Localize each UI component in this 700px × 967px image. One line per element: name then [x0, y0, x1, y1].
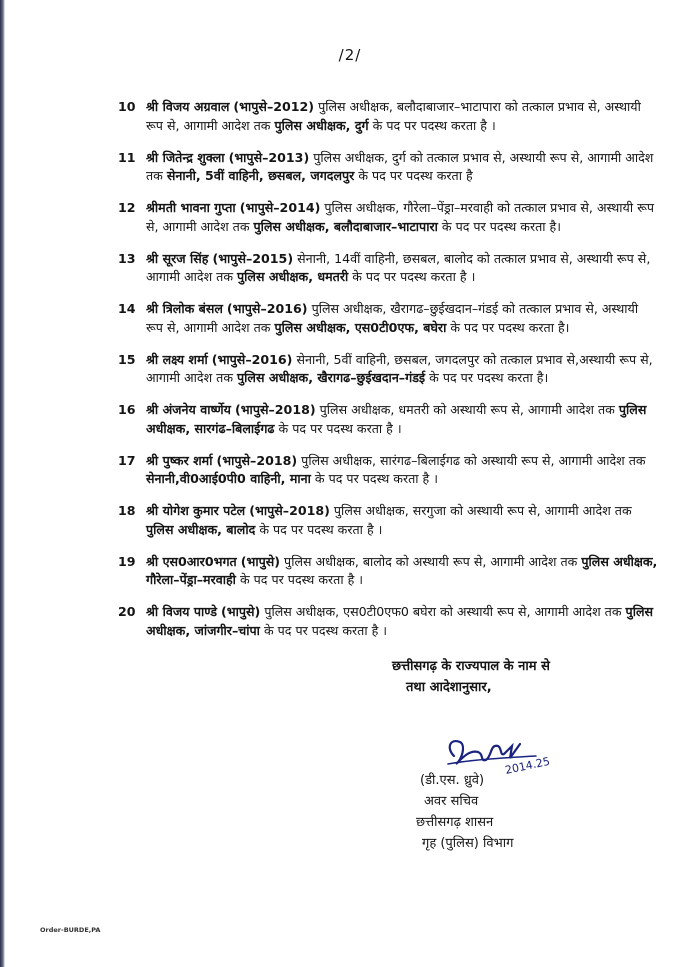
officer-batch: (भापुसे–2015) [212, 250, 294, 266]
officer-batch: (भापुसे–2018) [216, 452, 298, 468]
posting-tail: के पद पर पदस्थ करता है । [278, 420, 402, 436]
posting-tail: के पद पर पदस्थ करता है । [372, 117, 496, 133]
officer-batch: (भापुसे–2014) [239, 200, 321, 215]
page-number: /2/ [338, 46, 362, 64]
signatory-government: छत्तीसगढ़ शासन [416, 815, 494, 830]
entry-number: 19 [118, 553, 136, 569]
officer-name: श्री पुष्कर शर्मा [146, 452, 213, 468]
entry-number: 14 [118, 301, 136, 316]
new-post: पुलिस अधीक्षक, बालोद [146, 521, 256, 537]
officer-name: श्रीमती भावना गुप्ता [146, 200, 236, 215]
new-post: पुलिस अधीक्षक, जांजगीर–चांपा [146, 604, 654, 638]
entry-number: 17 [118, 452, 136, 468]
page-edge [0, 0, 5, 967]
signature-date: 2014.25 [503, 754, 552, 777]
posting-text: सेनानी, 5वीं वाहिनी, छसबल, जगदलपुर को तत्काल प्रभाव से,अस्थायी रूप से, आगामी आदेश तक [146, 351, 653, 385]
new-post: पुलिस अधीक्षक, दुर्ग [274, 117, 369, 133]
entry-number: 12 [118, 200, 136, 215]
new-post: पुलिस अधीक्षक, खैरागढ–छुईखदान–गंडई [237, 370, 426, 385]
officer-name: श्री अंजनेय वार्ष्णेय [146, 402, 231, 417]
new-post: पुलिस अधीक्षक, गौरेला–पेंड्रा–मरवाही [146, 553, 658, 587]
posting-text: पुलिस अधीक्षक, सरगुजा को अस्थायी रूप से, आगामी आदेश तक [333, 503, 632, 518]
new-post: पुलिस अधीक्षक, एस0टी0एफ, बघेरा [274, 319, 447, 335]
officer-batch: (भापुसे) [240, 553, 281, 569]
officer-name: श्री त्रिलोक बंसल [146, 301, 223, 316]
posting-text: पुलिस अधीक्षक, सारंगढ–बिलाईगढ को अस्थायी रूप से, आगामी आदेश तक [301, 452, 646, 468]
entry-number: 18 [118, 503, 136, 518]
posting-tail: के पद पर पदस्थ करता है। [441, 218, 561, 234]
posting-tail: के पद पर पदस्थ करता है। [429, 370, 549, 385]
officer-batch: (भापुसे) [221, 604, 261, 619]
officer-name: श्री विजय अग्रवाल [146, 99, 230, 114]
posting-entry [118, 452, 658, 489]
posting-tail: के पद पर पदस्थ करता है [358, 168, 473, 183]
posting-tail: के पद पर पदस्थ करता है । [259, 521, 383, 537]
new-post: पुलिस अधीक्षक, सारगंढ–बिलाईगढ [146, 402, 647, 436]
posting-entry [118, 351, 658, 388]
officer-name: श्री विजय पाण्डे [146, 604, 217, 619]
posting-tail: के पद पर पदस्थ करता है । [239, 572, 364, 587]
posting-text: पुलिस अधीक्षक, एस0टी0एफ0 बघेरा को अस्थायी रूप से, आगामी आदेश तक [264, 604, 622, 619]
authority-line-2: तथा आदेशानुसार, [406, 680, 492, 695]
officer-batch: (भापुसे–2013) [228, 149, 310, 165]
order-authority [392, 656, 642, 698]
signatory-department: गृह (पुलिस) विभाग [422, 836, 514, 851]
officer-name: श्री जितेन्द्र शुक्ला [146, 149, 225, 165]
entry-number: 16 [118, 402, 136, 417]
posting-text: पुलिस अधीक्षक, बलौदाबाजार–भाटापारा को तत्काल प्रभाव से, अस्थायी रूप से, आगामी आदेश तक [146, 99, 641, 133]
new-post: सेनानी, 5वीं वाहिनी, छसबल, जगदलपुर [166, 168, 355, 183]
posting-tail: के पद पर पदस्थ करता है। [450, 319, 570, 335]
posting-entry [118, 149, 658, 186]
signatory-name: (डी.एस. ध्रुवे) [420, 773, 485, 788]
file-reference: Order-BURDE,PA [40, 926, 101, 934]
posting-entry [118, 401, 658, 438]
posting-entry [118, 502, 658, 539]
posting-entry [118, 300, 658, 337]
authority-line-1: छत्तीसगढ़ के राज्यपाल के नाम से [392, 659, 550, 674]
new-post: पुलिस अधीक्षक, बलौदाबाजार–भाटापारा [253, 218, 438, 234]
officer-name: श्री सूरज सिंह [146, 250, 209, 266]
posting-entry [118, 98, 658, 135]
officer-batch: (भापुसे–2016) [211, 351, 293, 367]
entry-number: 15 [118, 351, 136, 367]
officer-name: श्री योगेश कुमार पटेल [146, 503, 246, 518]
posting-text: पुलिस अधीक्षक, गौरेला–पेंड्रा–मरवाही को तत्काल प्रभाव से, अस्थायी रूप से, आगामी आदेश तक [146, 200, 655, 234]
officer-name: श्री लक्ष्य शर्मा [146, 351, 208, 367]
posting-text: सेनानी, 14वीं वाहिनी, छसबल, बालोद को तत्काल प्रभाव से, अस्थायी रूप से, आगामी आदेश तक [146, 250, 651, 284]
entry-number: 20 [118, 604, 136, 619]
posting-text: पुलिस अधीक्षक, धमतरी को अस्थायी रूप से, आगामी आदेश तक [319, 402, 615, 417]
posting-list [118, 98, 658, 654]
posting-entry [118, 553, 658, 590]
posting-entry [118, 250, 658, 287]
officer-batch: (भापुसे–2018) [249, 503, 330, 518]
posting-tail: के पद पर पदस्थ करता है । [314, 471, 439, 486]
entry-number: 11 [118, 149, 136, 165]
new-post: पुलिस अधीक्षक, धमतरी [237, 269, 349, 284]
officer-name: श्री एस0आर0भगत [146, 553, 237, 569]
posting-entry [118, 603, 658, 640]
signatory-block [416, 770, 576, 854]
new-post: सेनानी,वी0आई0पी0 वाहिनी, माना [146, 471, 311, 486]
entry-number: 13 [118, 250, 136, 266]
posting-entry [118, 199, 658, 236]
posting-text: पुलिस अधीक्षक, खैरागढ–छुईखदान–गंडई को तत्काल प्रभाव से, अस्थायी रूप से, आगामी आदेश तक [146, 301, 639, 335]
signatory-designation: अवर सचिव [424, 794, 479, 809]
posting-tail: के पद पर पदस्थ करता है । [263, 622, 388, 638]
entry-number: 10 [118, 99, 136, 114]
officer-batch: (भापुसे–2016) [226, 301, 308, 316]
officer-batch: (भापुसे–2018) [234, 402, 316, 417]
posting-tail: के पद पर पदस्थ करता है । [352, 269, 476, 284]
officer-batch: (भापुसे–2012) [233, 99, 315, 114]
posting-text: पुलिस अधीक्षक, दुर्ग को तत्काल प्रभाव से, अस्थायी रूप से, आगामी आदेश तक [146, 149, 654, 183]
posting-text: पुलिस अधीक्षक, बालोद को अस्थायी रूप से, आगामी आदेश तक [284, 553, 578, 569]
